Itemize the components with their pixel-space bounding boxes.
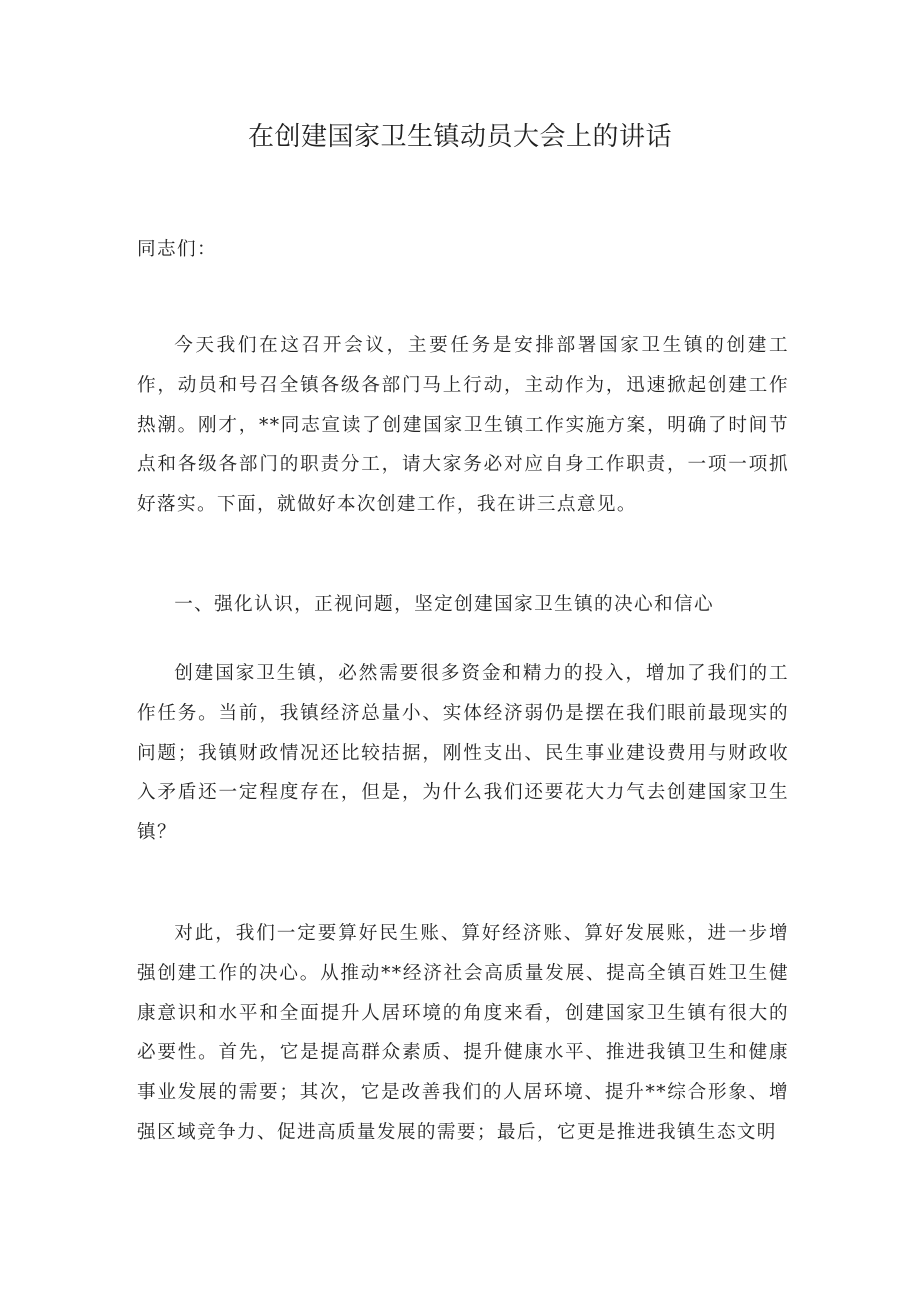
paragraph-opening: 今天我们在这召开会议，主要任务是安排部署国家卫生镇的创建工作，动员和号召全镇各级各部门马上行动，主动作为，迅速掀起创建工作热潮。刚才，**同志宣读了创建国家卫生镇工作实施方案，明确了时间节点和各级各部门的职责分工，请大家务必对应自身工作职责，一项一项抓好落实。下面，就做好本次创建工作，我在讲三点意见。 [137, 335, 789, 516]
document-title: 在创建国家卫生镇动员大会上的讲话 [247, 122, 672, 152]
salutation: 同志们： [137, 239, 217, 260]
paragraph-necessity: 对此，我们一定要算好民生账、算好经济账、算好发展账，进一步增强创建工作的决心。从推动**经济社会高质量发展、提高全镇百姓卫生健康意识和水平和全面提升人居环境的角度来看，创建国家卫生镇有很大的必要性。首先，它是提高群众素质、提升健康水平、推进我镇卫生和健康事业发展的需要；其次，它是改善我们的人居环境、提升**综合形象、增强区域竞争力、促进高质量发展的需要；最后，它更是推进我镇生态文明 [137, 923, 789, 1143]
section-heading-1: 一、强化认识，正视问题，坚定创建国家卫生镇的决心和信心 [174, 594, 715, 615]
paragraph-investment: 创建国家卫生镇，必然需要很多资金和精力的投入，增加了我们的工作任务。当前，我镇经济总量小、实体经济弱仍是摆在我们眼前最现实的问题；我镇财政情况还比较拮据，刚性支出、民生事业建设费用与财政收入矛盾还一定程度存在，但是，为什么我们还要花大力气去创建国家卫生镇？ [137, 663, 789, 844]
